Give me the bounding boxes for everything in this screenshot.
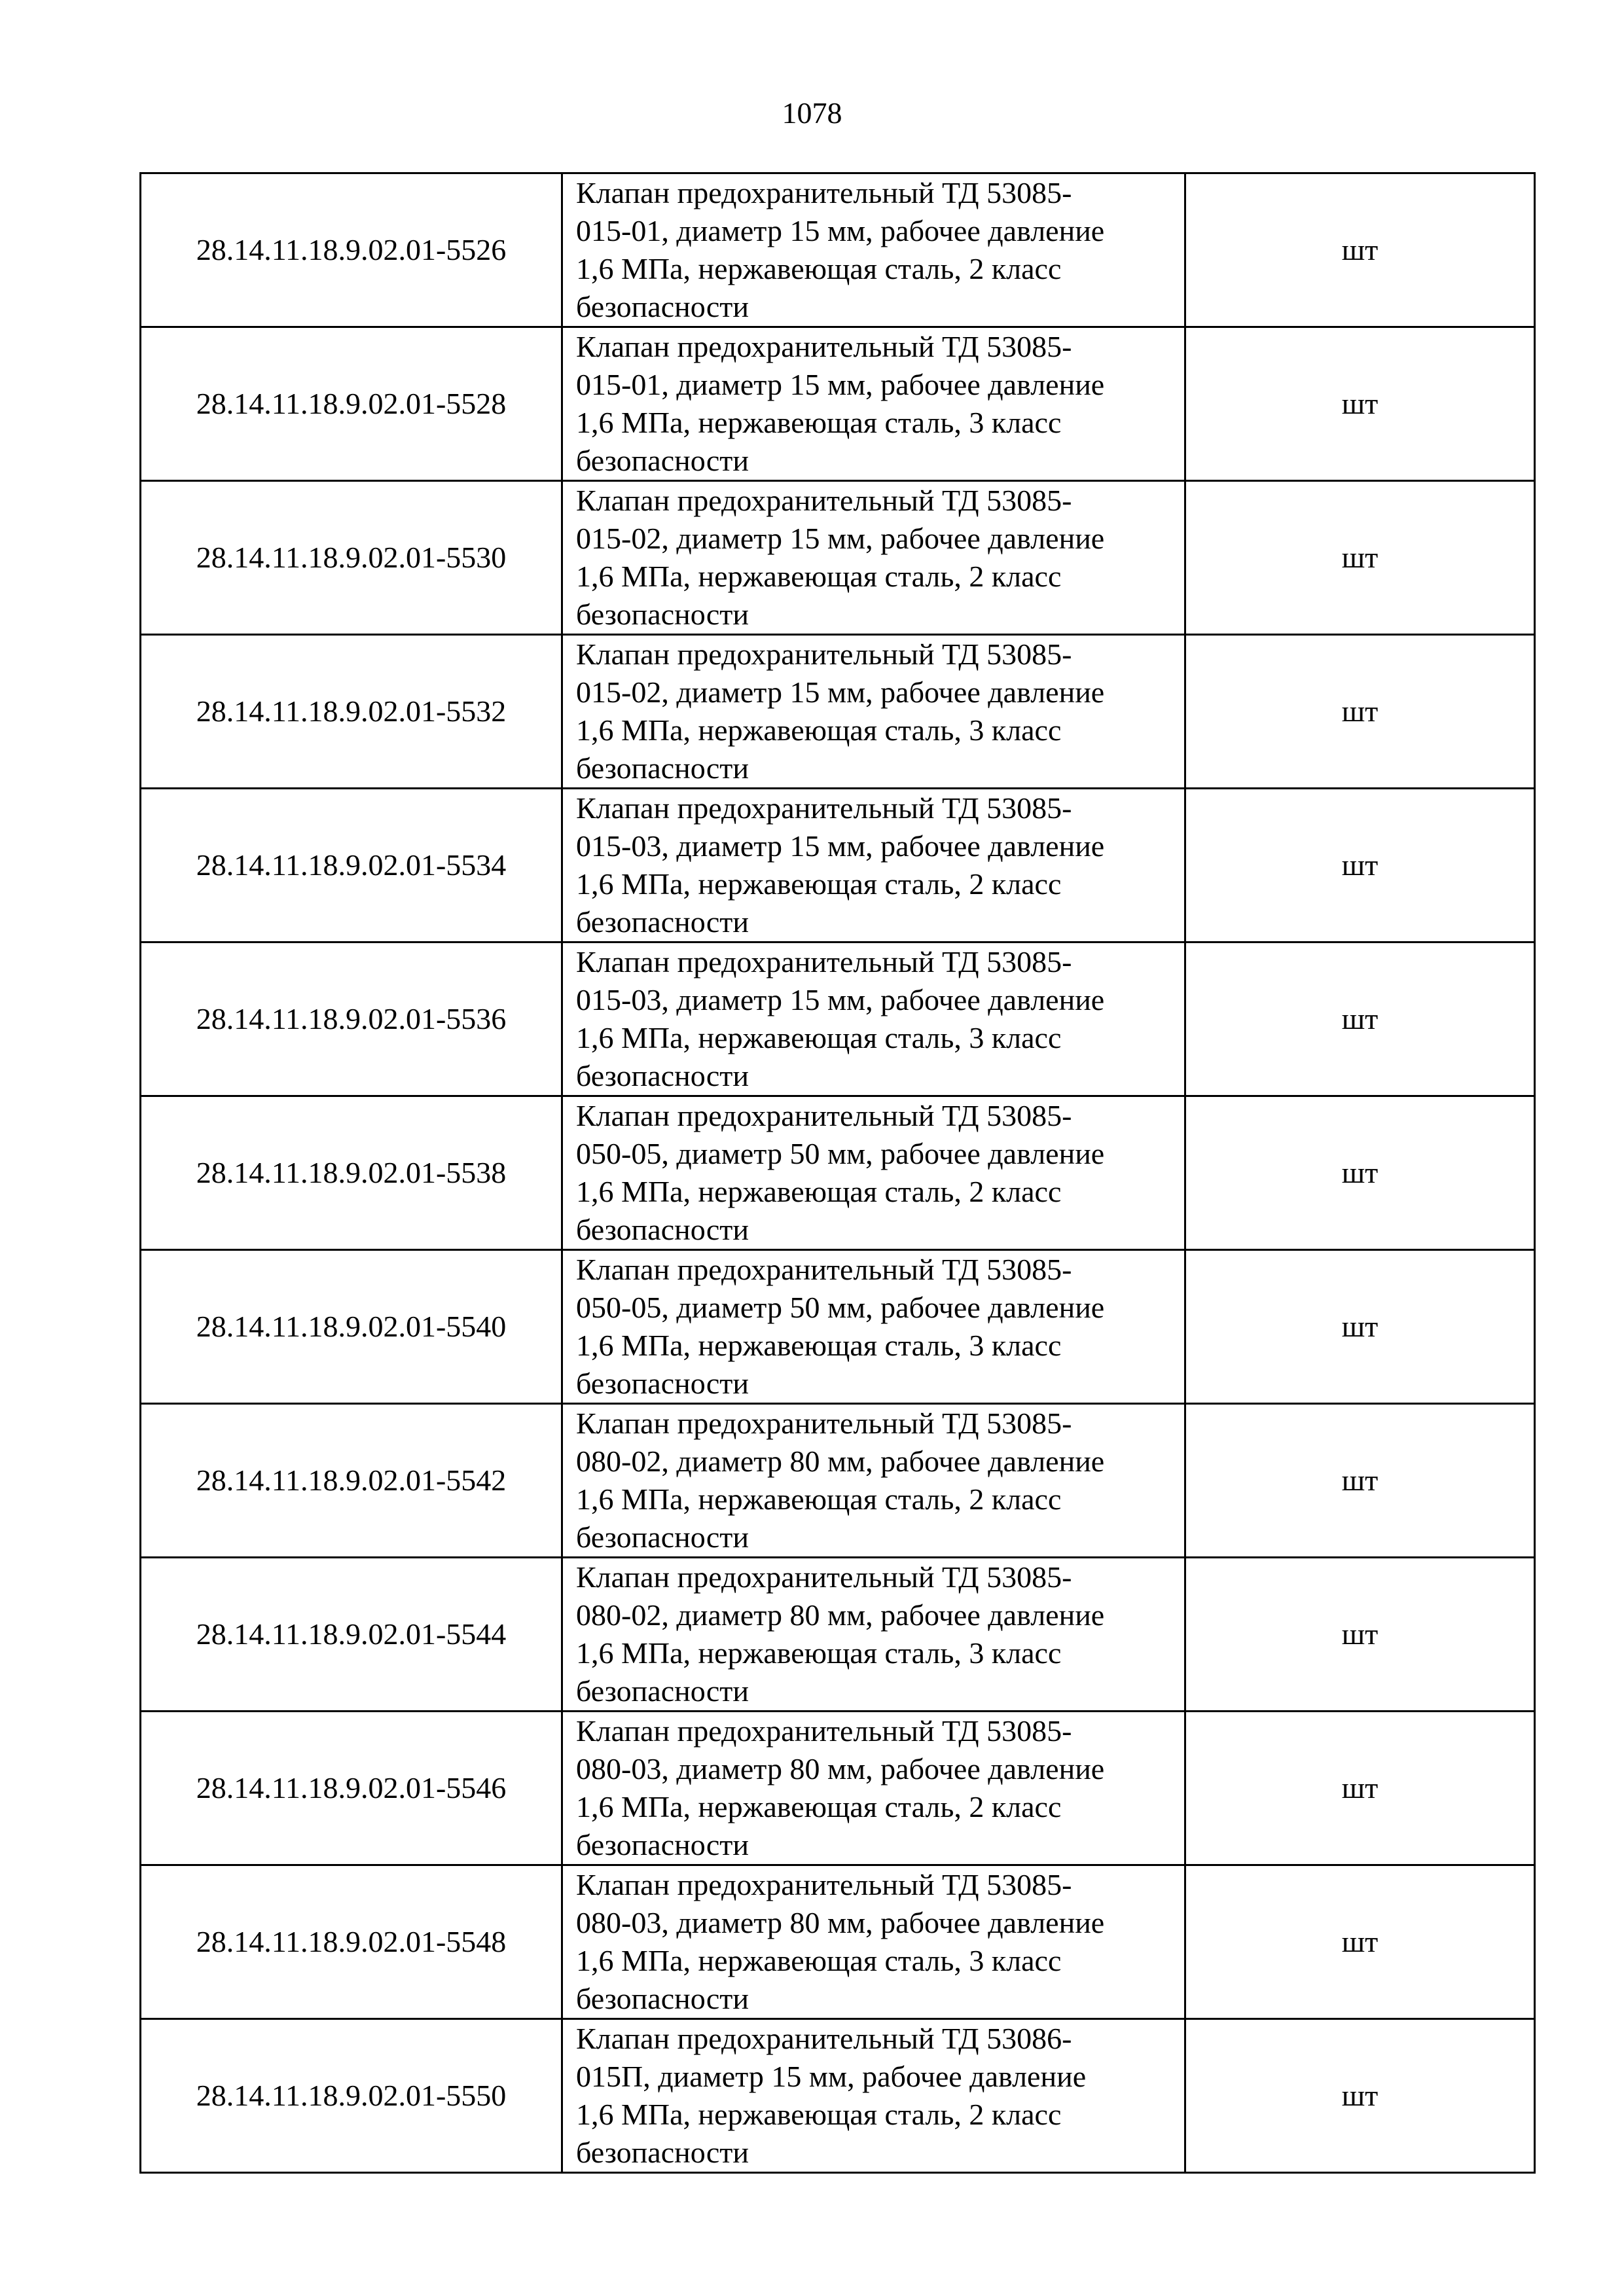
description-line: безопасности bbox=[576, 1213, 749, 1246]
table-row bbox=[141, 1404, 1535, 1558]
resource-code-cell: 28.14.11.18.9.02.01-5526 bbox=[141, 173, 562, 327]
description-line: Клапан предохранительный ТД 53085- bbox=[576, 484, 1072, 517]
description-line: 015-03, диаметр 15 мм, рабочее давление bbox=[576, 983, 1105, 1016]
table-row bbox=[141, 481, 1535, 635]
resource-description-cell bbox=[562, 635, 1185, 789]
unit-cell: шт bbox=[1185, 1404, 1535, 1558]
description-line: Клапан предохранительный ТД 53085- bbox=[576, 1099, 1072, 1132]
table-row bbox=[141, 789, 1535, 942]
description-line: Клапан предохранительный ТД 53085- bbox=[576, 1407, 1072, 1440]
description-line: 1,6 МПа, нержавеющая сталь, 2 класс bbox=[576, 1482, 1062, 1516]
unit-cell: шт bbox=[1185, 1096, 1535, 1250]
table-row bbox=[141, 1096, 1535, 1250]
description-line: 050-05, диаметр 50 мм, рабочее давление bbox=[576, 1291, 1105, 1324]
resource-code-cell: 28.14.11.18.9.02.01-5530 bbox=[141, 481, 562, 635]
unit-cell: шт bbox=[1185, 1558, 1535, 1712]
description-line: 1,6 МПа, нержавеющая сталь, 3 класс bbox=[576, 1636, 1062, 1670]
unit-cell: шт bbox=[1185, 1250, 1535, 1404]
resource-code-cell: 28.14.11.18.9.02.01-5540 bbox=[141, 1250, 562, 1404]
resource-description-cell bbox=[562, 327, 1185, 481]
resource-description-cell bbox=[562, 1558, 1185, 1712]
unit-cell: шт bbox=[1185, 1712, 1535, 1865]
description-line: Клапан предохранительный ТД 53085- bbox=[576, 330, 1072, 363]
description-line: Клапан предохранительный ТД 53085- bbox=[576, 945, 1072, 978]
unit-cell: шт bbox=[1185, 2019, 1535, 2173]
table-row bbox=[141, 1712, 1535, 1865]
description-line: Клапан предохранительный ТД 53085- bbox=[576, 791, 1072, 825]
table-row bbox=[141, 2019, 1535, 2173]
table-row bbox=[141, 1558, 1535, 1712]
description-line: 015-01, диаметр 15 мм, рабочее давление bbox=[576, 368, 1105, 401]
description-line: 1,6 МПа, нержавеющая сталь, 3 класс bbox=[576, 406, 1062, 439]
description-line: 1,6 МПа, нержавеющая сталь, 3 класс bbox=[576, 1021, 1062, 1054]
table-row bbox=[141, 1250, 1535, 1404]
resource-description-cell bbox=[562, 1250, 1185, 1404]
resource-description-cell bbox=[562, 1404, 1185, 1558]
description-line: 1,6 МПа, нержавеющая сталь, 2 класс bbox=[576, 867, 1062, 901]
resource-description-cell bbox=[562, 1712, 1185, 1865]
description-line: 1,6 МПа, нержавеющая сталь, 2 класс bbox=[576, 1175, 1062, 1208]
table-row bbox=[141, 942, 1535, 1096]
resource-code-cell: 28.14.11.18.9.02.01-5548 bbox=[141, 1865, 562, 2019]
description-line: 080-02, диаметр 80 мм, рабочее давление bbox=[576, 1598, 1105, 1632]
resource-code-cell: 28.14.11.18.9.02.01-5544 bbox=[141, 1558, 562, 1712]
unit-cell: шт bbox=[1185, 327, 1535, 481]
resource-description-cell bbox=[562, 942, 1185, 1096]
resource-description-cell bbox=[562, 1865, 1185, 2019]
resource-description-cell bbox=[562, 481, 1185, 635]
resource-code-cell: 28.14.11.18.9.02.01-5528 bbox=[141, 327, 562, 481]
resource-description-cell bbox=[562, 1096, 1185, 1250]
description-line: Клапан предохранительный ТД 53085- bbox=[576, 1253, 1072, 1286]
description-line: 1,6 МПа, нержавеющая сталь, 3 класс bbox=[576, 1329, 1062, 1362]
description-line: Клапан предохранительный ТД 53086- bbox=[576, 2022, 1072, 2055]
description-line: безопасности bbox=[576, 1674, 749, 1708]
resource-code-cell: 28.14.11.18.9.02.01-5532 bbox=[141, 635, 562, 789]
unit-cell: шт bbox=[1185, 635, 1535, 789]
description-line: Клапан предохранительный ТД 53085- bbox=[576, 1868, 1072, 1901]
table-row bbox=[141, 635, 1535, 789]
description-line: 015П, диаметр 15 мм, рабочее давление bbox=[576, 2060, 1087, 2093]
description-line: 080-03, диаметр 80 мм, рабочее давление bbox=[576, 1906, 1105, 1939]
resource-code-cell: 28.14.11.18.9.02.01-5542 bbox=[141, 1404, 562, 1558]
unit-cell: шт bbox=[1185, 942, 1535, 1096]
description-line: безопасности bbox=[576, 905, 749, 939]
description-line: 1,6 МПа, нержавеющая сталь, 3 класс bbox=[576, 713, 1062, 747]
description-line: безопасности bbox=[576, 1059, 749, 1092]
description-line: безопасности bbox=[576, 1367, 749, 1400]
description-line: 1,6 МПа, нержавеющая сталь, 3 класс bbox=[576, 1944, 1062, 1977]
resource-code-cell: 28.14.11.18.9.02.01-5550 bbox=[141, 2019, 562, 2173]
description-line: Клапан предохранительный ТД 53085- bbox=[576, 637, 1072, 671]
table-row bbox=[141, 1865, 1535, 2019]
resource-code-cell: 28.14.11.18.9.02.01-5536 bbox=[141, 942, 562, 1096]
resource-table bbox=[139, 172, 1536, 2174]
unit-cell: шт bbox=[1185, 1865, 1535, 2019]
description-line: 1,6 МПа, нержавеющая сталь, 2 класс bbox=[576, 252, 1062, 285]
resource-description-cell bbox=[562, 789, 1185, 942]
page-number: 1078 bbox=[782, 96, 842, 130]
resource-description-cell bbox=[562, 173, 1185, 327]
description-line: безопасности bbox=[576, 1982, 749, 2015]
table-body bbox=[141, 173, 1535, 2173]
description-line: безопасности bbox=[576, 598, 749, 631]
description-line: 080-02, диаметр 80 мм, рабочее давление bbox=[576, 1444, 1105, 1478]
description-line: 015-02, диаметр 15 мм, рабочее давление bbox=[576, 675, 1105, 709]
resource-code-cell: 28.14.11.18.9.02.01-5538 bbox=[141, 1096, 562, 1250]
description-line: безопасности bbox=[576, 444, 749, 477]
resource-code-cell: 28.14.11.18.9.02.01-5534 bbox=[141, 789, 562, 942]
description-line: Клапан предохранительный ТД 53085- bbox=[576, 176, 1072, 209]
description-line: безопасности bbox=[576, 751, 749, 785]
description-line: Клапан предохранительный ТД 53085- bbox=[576, 1560, 1072, 1594]
description-line: безопасности bbox=[576, 290, 749, 323]
description-line: 080-03, диаметр 80 мм, рабочее давление bbox=[576, 1752, 1105, 1785]
description-line: 050-05, диаметр 50 мм, рабочее давление bbox=[576, 1137, 1105, 1170]
unit-cell: шт bbox=[1185, 173, 1535, 327]
table-row bbox=[141, 327, 1535, 481]
resource-description-cell bbox=[562, 2019, 1185, 2173]
unit-cell: шт bbox=[1185, 481, 1535, 635]
description-line: безопасности bbox=[576, 1828, 749, 1861]
description-line: безопасности bbox=[576, 2136, 749, 2169]
resource-code-cell: 28.14.11.18.9.02.01-5546 bbox=[141, 1712, 562, 1865]
unit-cell: шт bbox=[1185, 789, 1535, 942]
description-line: Клапан предохранительный ТД 53085- bbox=[576, 1714, 1072, 1748]
description-line: 1,6 МПа, нержавеющая сталь, 2 класс bbox=[576, 2098, 1062, 2131]
description-line: 1,6 МПа, нержавеющая сталь, 2 класс bbox=[576, 1790, 1062, 1823]
description-line: 015-02, диаметр 15 мм, рабочее давление bbox=[576, 522, 1105, 555]
description-line: 015-03, диаметр 15 мм, рабочее давление bbox=[576, 829, 1105, 863]
table-row bbox=[141, 173, 1535, 327]
description-line: 1,6 МПа, нержавеющая сталь, 2 класс bbox=[576, 560, 1062, 593]
description-line: безопасности bbox=[576, 1520, 749, 1554]
description-line: 015-01, диаметр 15 мм, рабочее давление bbox=[576, 214, 1105, 247]
